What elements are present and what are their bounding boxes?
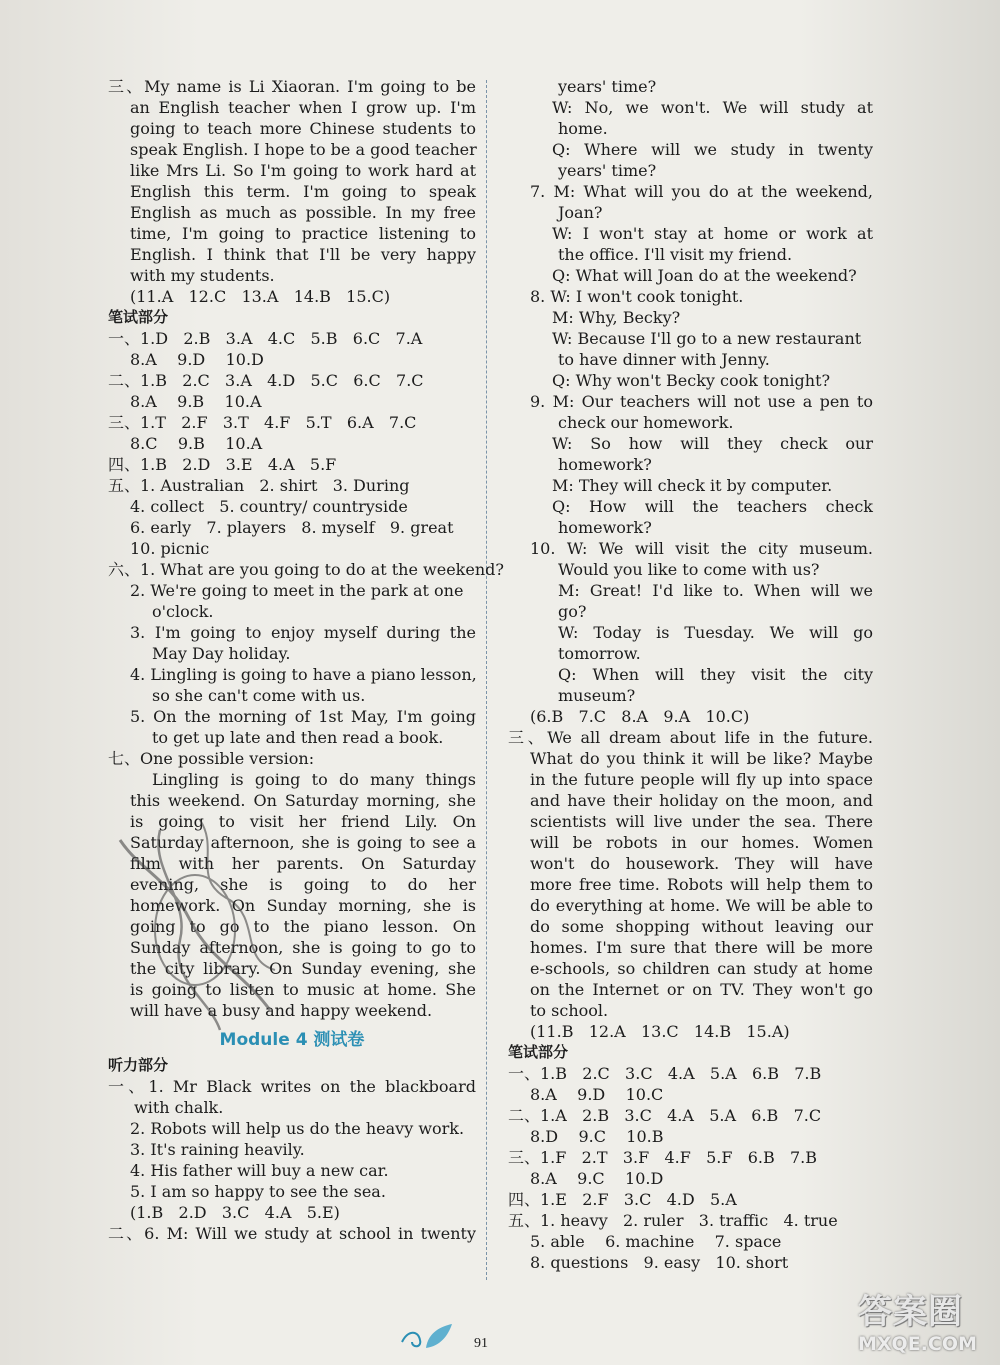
- text-line: to school.: [530, 1001, 609, 1020]
- module-title: Module 4 测试卷: [219, 1030, 365, 1050]
- text-line: M: They will check it by computer.: [552, 476, 833, 495]
- right-column: [508, 76, 873, 1273]
- text-line: Sunday afternoon, she is going to go to: [130, 938, 476, 957]
- text-line: 10. picnic: [130, 539, 210, 558]
- text-line: evening, she is going to do her: [130, 875, 476, 894]
- column-divider: [486, 80, 488, 1280]
- text-line: tomorrow.: [558, 644, 641, 663]
- text-line: Q: How will the teachers check: [552, 497, 873, 516]
- text-line: check our homework.: [558, 413, 734, 432]
- text-line: 8.A 9.D 10.D: [130, 350, 264, 369]
- text-line: 8.A 9.B 10.A: [130, 392, 262, 411]
- text-line: Lingling is going to do many things: [152, 770, 476, 789]
- text-line: 一、1.B 2.C 3.C 4.A 5.A 6.B 7.B: [508, 1064, 822, 1083]
- text-line: 4. His father will buy a new car.: [130, 1161, 389, 1180]
- text-line: 6. early 7. players 8. myself 9. great: [130, 518, 454, 537]
- left-column-text-b: [108, 1055, 476, 1244]
- watermark-line2: MXQE.COM: [858, 1333, 977, 1355]
- text-line: Saturday afternoon, she is going to see a: [130, 833, 476, 852]
- text-line: Q: What will Joan do at the weekend?: [552, 266, 857, 285]
- text-line: to get up late and then read a book.: [152, 728, 444, 747]
- text-line: this weekend. On Saturday morning, she: [130, 791, 476, 810]
- text-line: What do you think it will be like? Maybe: [530, 749, 873, 768]
- text-line: Q: When will they visit the city: [558, 665, 873, 684]
- text-line: 五、1. Australian 2. shirt 3. During: [108, 476, 410, 495]
- text-line: 听力部分: [108, 1056, 169, 1074]
- text-line: W: I won't stay at home or work at: [552, 224, 873, 243]
- text-line: an English teacher when I grow up. I'm: [130, 98, 476, 117]
- text-line: 三、1.T 2.F 3.T 4.F 5.T 6.A 7.C: [108, 413, 417, 432]
- text-line: in the future people will fly up into space: [530, 770, 873, 789]
- page-number: 91: [474, 1336, 488, 1351]
- text-line: (6.B 7.C 8.A 9.A 10.C): [530, 707, 750, 726]
- text-line: go?: [558, 602, 587, 621]
- text-line: 5. I am so happy to see the sea.: [130, 1182, 386, 1201]
- text-line: 3. It's raining heavily.: [130, 1140, 305, 1159]
- text-line: is going to listen to music at home. She: [130, 980, 476, 999]
- leaf-swirl-icon: [398, 1322, 458, 1352]
- right-column-text: [508, 76, 873, 1273]
- text-line: museum?: [558, 686, 636, 705]
- handwritten-stamp-icon: [100, 810, 290, 1040]
- text-line: homework?: [558, 455, 652, 474]
- text-line: 三、My name is Li Xiaoran. I'm going to be: [108, 77, 476, 96]
- text-line: 9. M: Our teachers will not use a pen to: [530, 392, 873, 411]
- text-line: 8.A 9.C 10.D: [530, 1169, 664, 1188]
- text-line: so she can't come with us.: [152, 686, 366, 705]
- left-column: [108, 76, 504, 1244]
- text-line: is going to visit her friend Lily. On: [130, 812, 476, 831]
- text-line: English as much as possible. In my free: [130, 203, 476, 222]
- text-line: 4. collect 5. country/ countryside: [130, 497, 408, 516]
- text-line: film with her parents. On Saturday: [130, 854, 476, 873]
- text-line: 六、1. What are you going to do at the weekend?: [108, 560, 504, 579]
- text-line: (11.A 12.C 13.A 14.B 15.C): [130, 287, 391, 306]
- text-line: homes. I'm sure that there will be more: [530, 938, 873, 957]
- text-line: won't do housework. They will have: [530, 854, 873, 873]
- text-line: homework?: [558, 518, 652, 537]
- text-line: years' time?: [558, 161, 657, 180]
- text-line: English. I think that I'll be very happy: [130, 245, 476, 264]
- text-line: 8. questions 9. easy 10. short: [530, 1253, 789, 1272]
- text-line: 四、1.E 2.F 3.C 4.D 5.A: [508, 1190, 737, 1209]
- text-line: with my students.: [130, 266, 275, 285]
- text-line: 七、One possible version:: [108, 749, 315, 768]
- text-line: 7. M: What will you do at the weekend,: [530, 182, 873, 201]
- text-line: speak English. I hope to be a good teacher: [130, 140, 477, 159]
- text-line: (11.B 12.A 13.C 14.B 15.A): [530, 1022, 790, 1041]
- text-line: on the Internet or on TV. They won't go: [530, 980, 873, 999]
- text-line: homework. On Sunday morning, she is: [130, 896, 476, 915]
- text-line: 五、1. heavy 2. ruler 3. traffic 4. true: [508, 1211, 838, 1230]
- text-line: 5. able 6. machine 7. space: [530, 1232, 782, 1251]
- text-line: years' time?: [558, 77, 657, 96]
- text-line: to have dinner with Jenny.: [558, 350, 770, 369]
- text-line: 2. Robots will help us do the heavy work.: [130, 1119, 465, 1138]
- text-line: May Day holiday.: [152, 644, 291, 663]
- text-line: 二、1.B 2.C 3.A 4.D 5.C 6.C 7.C: [108, 371, 424, 390]
- text-line: Q: Why won't Becky cook tonight?: [552, 371, 831, 390]
- text-line: Would you like to come with us?: [558, 560, 820, 579]
- text-line: 2. We're going to meet in the park at one: [130, 581, 464, 600]
- text-line: 四、1.B 2.D 3.E 4.A 5.F: [108, 455, 337, 474]
- text-line: 8.D 9.C 10.B: [530, 1127, 664, 1146]
- text-line: 二、6. M: Will we study at school in twenty: [108, 1224, 476, 1243]
- text-line: 一、1.D 2.B 3.A 4.C 5.B 6.C 7.A: [108, 329, 423, 348]
- text-line: 8.C 9.B 10.A: [130, 434, 263, 453]
- text-line: do some shopping without leaving our: [530, 917, 873, 936]
- text-line: M: Great! I'd like to. When will we: [558, 581, 873, 600]
- text-line: 二、1.A 2.B 3.C 4.A 5.A 6.B 7.C: [508, 1106, 822, 1125]
- text-line: the city library. On Sunday evening, she: [130, 959, 476, 978]
- text-line: scientists will live under the sea. There: [530, 812, 873, 831]
- text-line: 10. W: We will visit the city museum.: [530, 539, 873, 558]
- text-line: 8. W: I won't cook tonight.: [530, 287, 744, 306]
- text-line: Joan?: [558, 203, 603, 222]
- text-line: time, I'm going to practice listening to: [130, 224, 476, 243]
- text-line: 笔试部分: [508, 1043, 569, 1061]
- text-line: 5. On the morning of 1st May, I'm going: [130, 707, 476, 726]
- text-line: W: No, we won't. We will study at: [552, 98, 873, 117]
- text-line: 三、1.F 2.T 3.F 4.F 5.F 6.B 7.B: [508, 1148, 818, 1167]
- text-line: 3. I'm going to enjoy myself during the: [130, 623, 476, 642]
- text-line: more free time. Robots will help them to: [530, 875, 873, 894]
- text-line: will be robots in our homes. Women: [530, 833, 873, 852]
- text-line: and have their holiday on the moon, and: [530, 791, 873, 810]
- text-line: 笔试部分: [108, 308, 169, 326]
- text-line: W: Because I'll go to a new restaurant: [552, 329, 862, 348]
- text-line: going to go to the piano lesson. On: [130, 917, 476, 936]
- text-line: e-schools, so children can study at home: [530, 959, 873, 978]
- text-line: going to teach more Chinese students to: [130, 119, 476, 138]
- text-line: W: So how will they check our: [552, 434, 873, 453]
- text-line: 三、We all dream about life in the future.: [508, 728, 873, 747]
- text-line: English this term. I'm going to speak: [130, 182, 476, 201]
- text-line: the office. I'll visit my friend.: [558, 245, 793, 264]
- text-line: (1.B 2.D 3.C 4.A 5.E): [130, 1203, 340, 1222]
- text-line: o'clock.: [152, 602, 214, 621]
- text-line: home.: [558, 119, 608, 138]
- text-line: with chalk.: [134, 1098, 224, 1117]
- text-line: M: Why, Becky?: [552, 308, 681, 327]
- text-line: Q: Where will we study in twenty: [552, 140, 873, 159]
- text-line: 4. Lingling is going to have a piano lesson,: [130, 665, 477, 684]
- text-line: W: Today is Tuesday. We will go: [558, 623, 873, 642]
- watermark-line1: 答案圈: [858, 1292, 963, 1332]
- text-line: do everything at home. We will be able to: [530, 896, 873, 915]
- text-line: like Mrs Li. So I'm going to work hard at: [130, 161, 476, 180]
- text-line: will have a busy and happy weekend.: [130, 1001, 433, 1020]
- text-line: 8.A 9.D 10.C: [530, 1085, 664, 1104]
- text-line: 一、1. Mr Black writes on the blackboard: [108, 1077, 476, 1096]
- watermark-logo: [858, 1284, 977, 1355]
